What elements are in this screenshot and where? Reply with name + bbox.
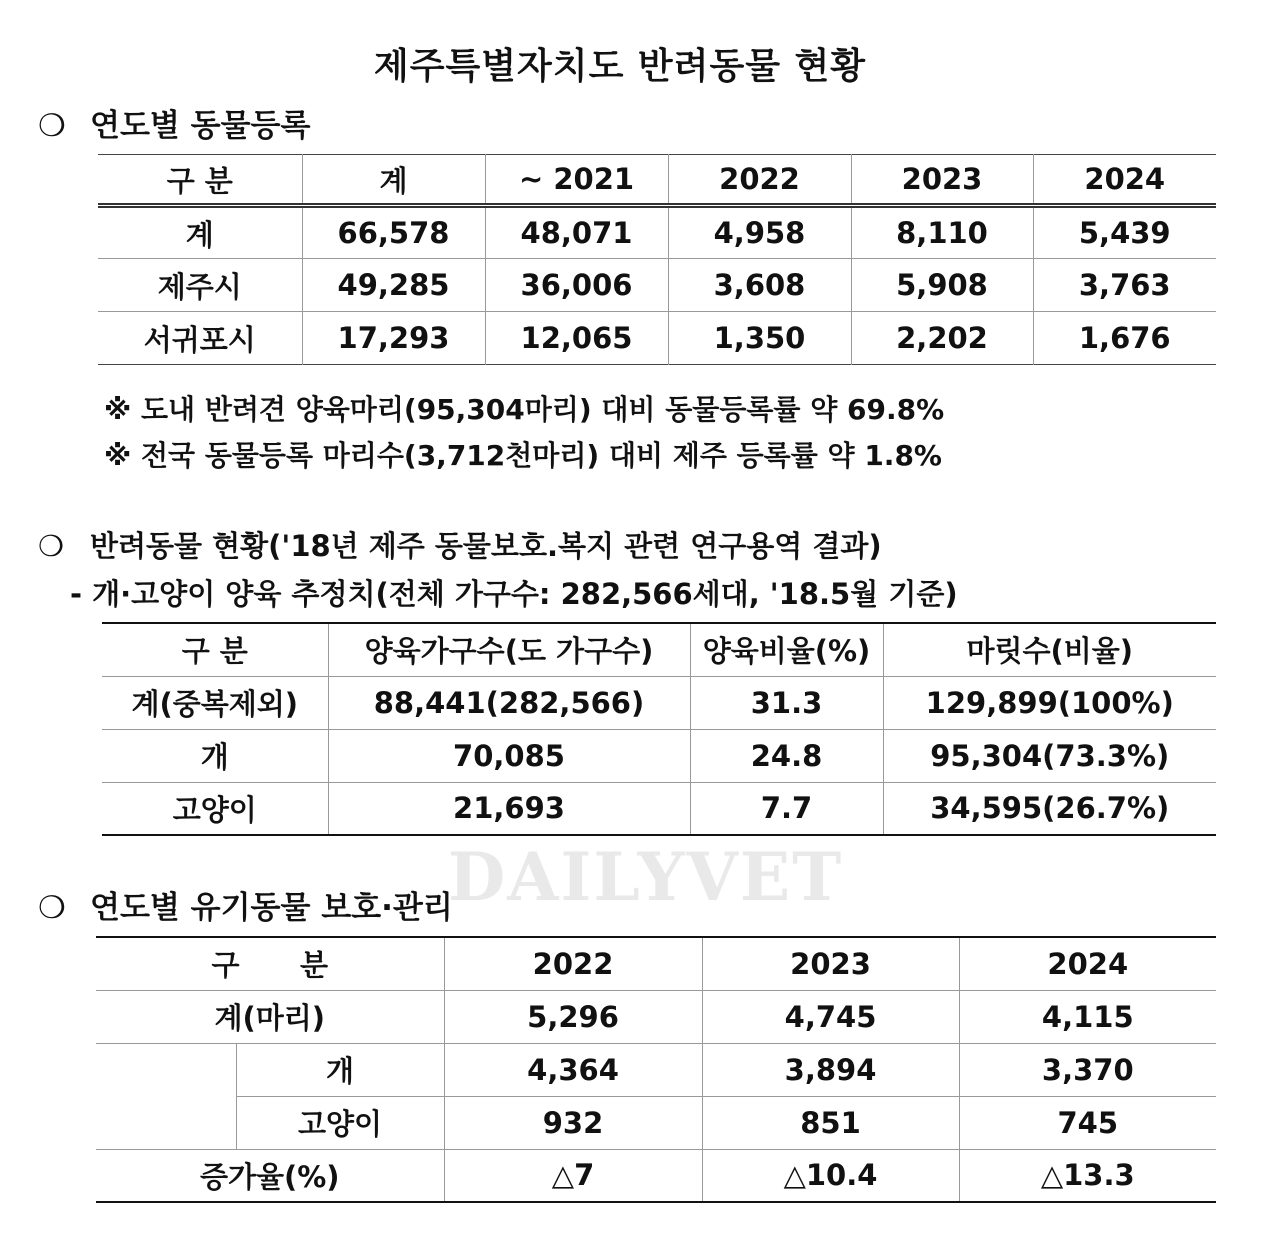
table-row bbox=[96, 1149, 1216, 1202]
row-label: 서귀포시 bbox=[98, 312, 302, 365]
page-title: 제주특별자치도 반려동물 현황 bbox=[373, 46, 867, 87]
pet-status-table bbox=[102, 622, 1216, 836]
registration-table bbox=[98, 154, 1216, 365]
column-header: 구 분 bbox=[181, 634, 248, 669]
table-row bbox=[98, 206, 1216, 259]
table-cell: 745 bbox=[959, 1096, 1216, 1149]
table-row bbox=[102, 782, 1216, 835]
table-cell: 8,110 bbox=[851, 206, 1033, 259]
table-cell: 3,608 bbox=[668, 259, 851, 312]
row-label: 증가율(%) bbox=[96, 1149, 444, 1202]
section2-heading-text: 반려동물 현황('18년 제주 동물보호.복지 관련 연구용역 결과) bbox=[90, 529, 882, 563]
table-row bbox=[98, 312, 1216, 365]
table-cell: 4,364 bbox=[444, 1043, 702, 1096]
table-cell: 3,894 bbox=[702, 1043, 959, 1096]
table-row bbox=[96, 1096, 1216, 1149]
column-header: 양육비율(%) bbox=[690, 623, 883, 676]
column-header: 양육가구수(도 가구수) bbox=[328, 623, 690, 676]
table-cell: △7 bbox=[444, 1149, 702, 1202]
row-label: 계(중복제외) bbox=[102, 676, 328, 729]
table-cell: 70,085 bbox=[328, 729, 690, 782]
table-cell: 31.3 bbox=[690, 676, 883, 729]
row-label: 계(마리) bbox=[96, 990, 444, 1043]
row-label: 개 bbox=[236, 1043, 444, 1096]
column-header: 2023 bbox=[851, 155, 1033, 206]
section2-heading bbox=[38, 524, 882, 565]
row-label: 제주시 bbox=[98, 259, 302, 312]
note-registration-rate-national: ※ 전국 동물등록 마리수(3,712천마리) 대비 제주 등록률 약 1.8% bbox=[104, 439, 942, 472]
table-row bbox=[102, 676, 1216, 729]
watermark-logo: DAILYVET bbox=[448, 838, 844, 916]
table-cell: 5,439 bbox=[1033, 206, 1216, 259]
table-cell: 7.7 bbox=[690, 782, 883, 835]
table-row bbox=[102, 729, 1216, 782]
circle-bullet-icon: ❍ bbox=[38, 529, 64, 563]
row-label: 개 bbox=[102, 729, 328, 782]
table-cell: 1,676 bbox=[1033, 312, 1216, 365]
table-cell: 36,006 bbox=[485, 259, 668, 312]
table-header-row bbox=[98, 155, 1216, 206]
table-cell: 2,202 bbox=[851, 312, 1033, 365]
table-header-row bbox=[96, 937, 1216, 990]
table-cell: 12,065 bbox=[485, 312, 668, 365]
table-cell: 932 bbox=[444, 1096, 702, 1149]
table-cell: 3,763 bbox=[1033, 259, 1216, 312]
column-header: 2022 bbox=[444, 937, 702, 990]
table-row bbox=[96, 990, 1216, 1043]
section3-heading bbox=[38, 882, 453, 927]
circle-bullet-icon: ❍ bbox=[38, 108, 66, 144]
section1-heading-text: 연도별 동물등록 bbox=[90, 108, 311, 144]
table-cell: 48,071 bbox=[485, 206, 668, 259]
column-header: 2022 bbox=[668, 155, 851, 206]
table-cell: 34,595(26.7%) bbox=[883, 782, 1216, 835]
blank-cell bbox=[96, 1043, 236, 1149]
table-cell: 4,958 bbox=[668, 206, 851, 259]
table-cell: 4,745 bbox=[702, 990, 959, 1043]
table-cell: 17,293 bbox=[302, 312, 485, 365]
table-cell: 24.8 bbox=[690, 729, 883, 782]
table-cell: 4,115 bbox=[959, 990, 1216, 1043]
table-cell: 851 bbox=[702, 1096, 959, 1149]
column-header: 구 분 bbox=[211, 948, 329, 983]
column-header: ~ 2021 bbox=[485, 155, 668, 206]
table-cell: △10.4 bbox=[702, 1149, 959, 1202]
table-cell: 5,296 bbox=[444, 990, 702, 1043]
section2-subheading: - 개·고양이 양육 추정치(전체 가구수: 282,566세대, '18.5월 기준) bbox=[70, 577, 958, 611]
row-label: 고양이 bbox=[102, 782, 328, 835]
stray-animal-table bbox=[96, 936, 1216, 1203]
table-cell: 21,693 bbox=[328, 782, 690, 835]
column-header: 계 bbox=[302, 155, 485, 206]
table-row bbox=[98, 259, 1216, 312]
table-cell: 95,304(73.3%) bbox=[883, 729, 1216, 782]
column-header: 마릿수(비율) bbox=[883, 623, 1216, 676]
table-cell: 1,350 bbox=[668, 312, 851, 365]
table-cell: 129,899(100%) bbox=[883, 676, 1216, 729]
section1-heading bbox=[38, 100, 310, 145]
row-label: 계 bbox=[185, 217, 214, 252]
column-header: 2023 bbox=[702, 937, 959, 990]
table-cell: 66,578 bbox=[302, 206, 485, 259]
column-header: 2024 bbox=[1033, 155, 1216, 206]
table-cell: 3,370 bbox=[959, 1043, 1216, 1096]
table-row bbox=[96, 1043, 1216, 1096]
section3-heading-text: 연도별 유기동물 보호·관리 bbox=[90, 890, 453, 926]
note-registration-rate-dog: ※ 도내 반려견 양육마리(95,304마리) 대비 동물등록률 약 69.8% bbox=[104, 393, 945, 426]
circle-bullet-icon: ❍ bbox=[38, 890, 66, 926]
table-cell: 49,285 bbox=[302, 259, 485, 312]
column-header: 구 분 bbox=[98, 155, 302, 206]
table-cell: 88,441(282,566) bbox=[328, 676, 690, 729]
row-label: 고양이 bbox=[236, 1096, 444, 1149]
table-cell: 5,908 bbox=[851, 259, 1033, 312]
column-header: 2024 bbox=[959, 937, 1216, 990]
table-header-row bbox=[102, 623, 1216, 676]
table-cell: △13.3 bbox=[959, 1149, 1216, 1202]
